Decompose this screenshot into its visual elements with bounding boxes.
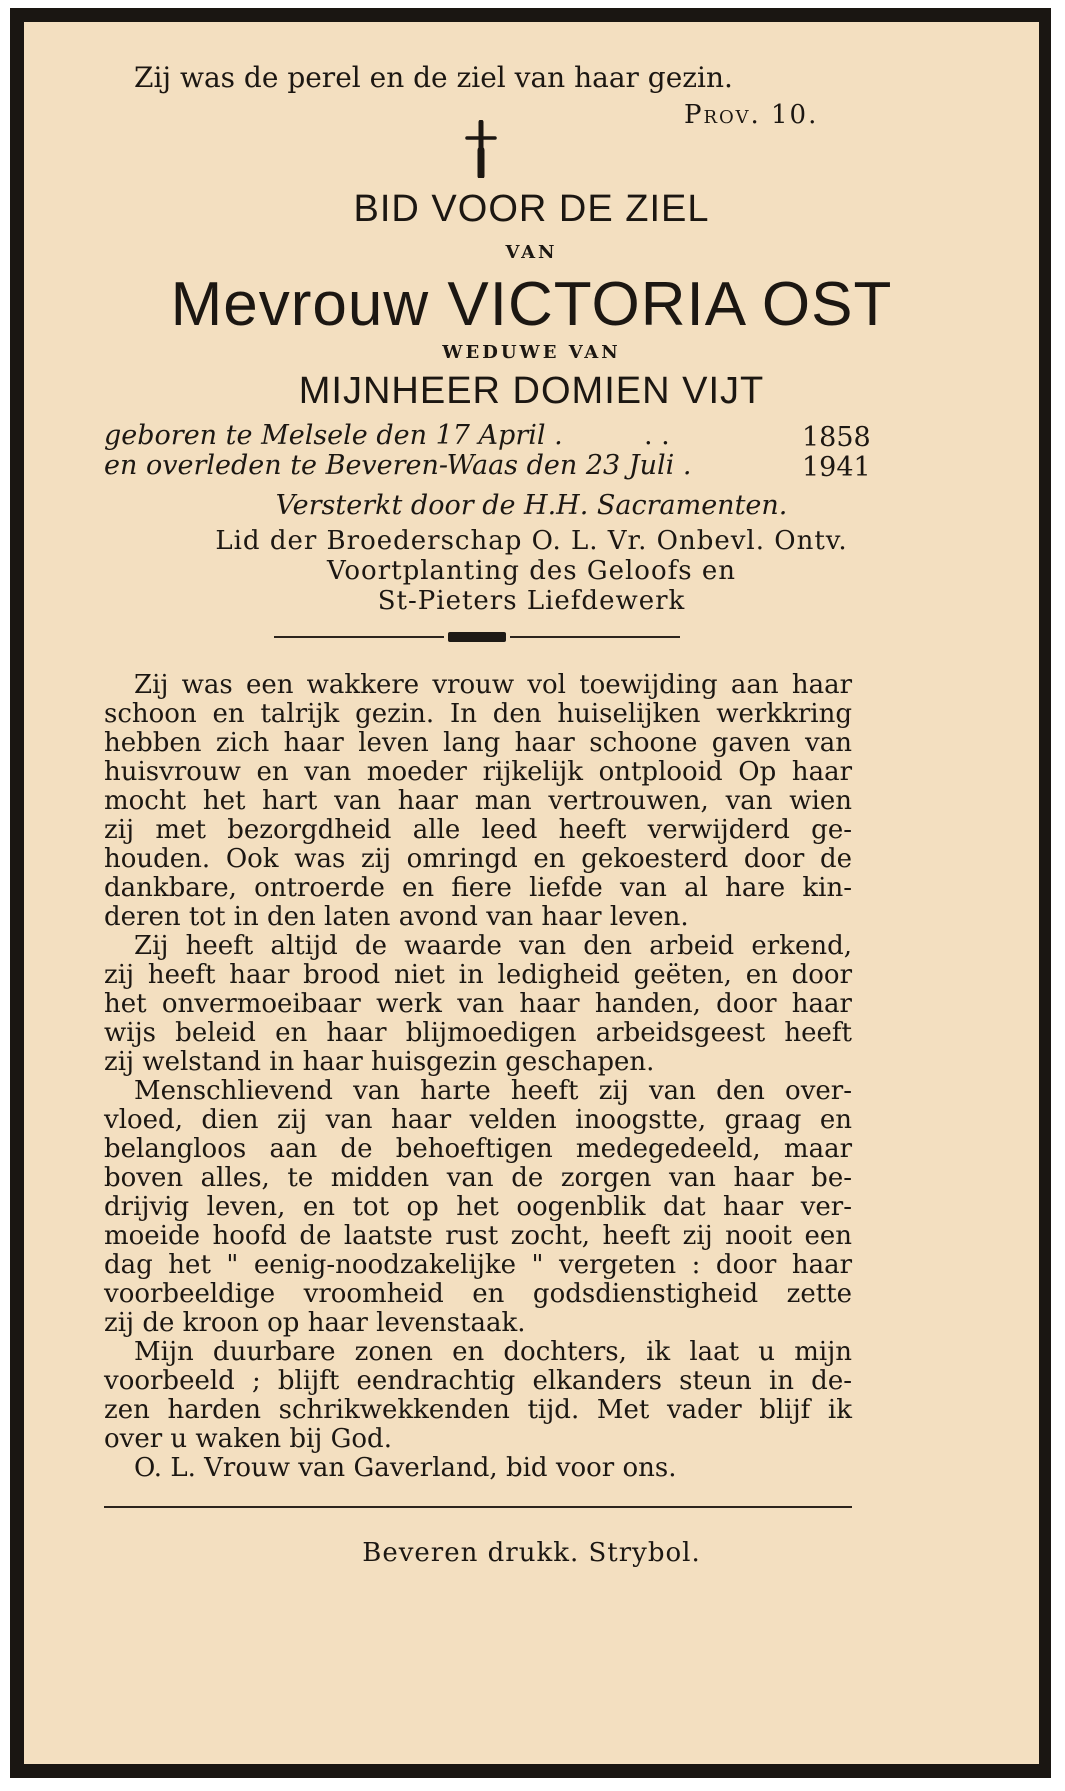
body-line: over u waken bij God.: [104, 1424, 392, 1454]
membership-line-2: Voortplanting des Geloofs en: [327, 556, 736, 586]
divider-ornament: [448, 632, 506, 642]
van-label: VAN: [505, 242, 558, 263]
born-line: geboren te Melsele den 17 April .: [104, 420, 563, 451]
body-line: zij met bezorgdheid alle leed heeft verwijderd ge-: [104, 815, 852, 845]
died-line: en overleden te Beveren-Waas den 23 Juli .: [104, 450, 692, 481]
body-line: drijvig leven, en tot op het oogenblik dat haar ver-: [104, 1192, 852, 1222]
body-line: zij heeft haar brood niet in ledigheid geëten, en door: [104, 960, 852, 990]
body-line: voorbeeldige vroomheid en godsdienstigheid zette: [104, 1279, 852, 1309]
divider-rule-left: [274, 636, 444, 638]
died-year: 1941: [802, 452, 871, 483]
deceased-name: Mevrouw VICTORIA OST: [170, 270, 893, 339]
born-dots: . .: [644, 420, 670, 451]
membership-line-3: St-Pieters Liefdewerk: [377, 586, 686, 616]
body-line: houden. Ook was zij omringd en gekoesterd door de: [104, 844, 852, 874]
born-year: 1858: [802, 422, 871, 453]
membership-line-1: Lid der Broederschap O. L. Vr. Onbevl. Ontv.: [215, 526, 848, 556]
body-line: dankbare, ontroerde en fiere liefde van al hare kin-: [104, 873, 852, 903]
closing-prayer: O. L. Vrouw van Gaverland, bid voor ons.: [134, 1453, 677, 1483]
body-line: zen harden schrikwekkenden tijd. Met vader blijf ik: [104, 1395, 852, 1425]
husband-name: MIJNHEER DOMIEN VIJT: [298, 370, 765, 412]
body-line: dag het " eenig-noodzakelijke " vergeten : door haar: [104, 1250, 852, 1280]
body-line: vloed, dien zij van haar velden inoogstte, graag en: [104, 1105, 852, 1135]
body-line: zij welstand in haar huisgezin geschapen.: [104, 1047, 655, 1077]
divider-rule-right: [510, 636, 680, 638]
epigraph-reference: Prov. 10.: [684, 100, 819, 130]
epigraph-text: Zij was de perel en de ziel van haar gezin.: [134, 61, 733, 94]
body-line: Menschlievend van harte heeft zij van den over-: [134, 1076, 852, 1106]
sacraments-line: Versterkt door de H.H. Sacramenten.: [275, 490, 788, 521]
body-line: moeide hoofd de laatste rust zocht, heeft zij nooit een: [104, 1221, 852, 1251]
body-line: Mijn duurbare zonen en dochters, ik laat u mijn: [134, 1337, 852, 1367]
printer-credit: Beveren drukk. Strybol.: [362, 1538, 701, 1568]
body-line: huisvrouw en van moeder rijkelijk ontplooid Op haar: [104, 757, 852, 787]
widow-of-label: WEDUWE VAN: [442, 342, 621, 363]
memorial-card: [10, 8, 1051, 1778]
body-line: zij de kroon op haar levenstaak.: [104, 1308, 526, 1338]
cross-icon: [464, 120, 498, 178]
bottom-rule: [104, 1506, 852, 1508]
body-line: deren tot in den laten avond van haar leven.: [104, 902, 689, 932]
body-line: wijs beleid en haar blijmoedigen arbeidsgeest heeft: [104, 1018, 852, 1048]
body-line: schoon en talrijk gezin. In den huiselijken werkkring: [104, 699, 852, 729]
body-line: mocht het hart van haar man vertrouwen, van wien: [104, 786, 852, 816]
body-line: boven alles, te midden van de zorgen van haar be-: [104, 1163, 852, 1193]
card-paper: [24, 22, 1039, 1764]
body-line: Zij was een wakkere vrouw vol toewijding aan haar: [134, 670, 852, 700]
pray-heading: BID VOOR DE ZIEL: [353, 188, 710, 230]
body-line: het onvermoeibaar werk van haar handen, door haar: [104, 989, 852, 1019]
body-line: Zij heeft altijd de waarde van den arbeid erkend,: [134, 931, 852, 961]
body-line: belangloos aan de behoeftigen medegedeeld, maar: [104, 1134, 852, 1164]
body-line: voorbeeld ; blijft eendrachtig elkanders steun in de-: [104, 1366, 852, 1396]
body-line: hebben zich haar leven lang haar schoone gaven van: [104, 728, 852, 758]
